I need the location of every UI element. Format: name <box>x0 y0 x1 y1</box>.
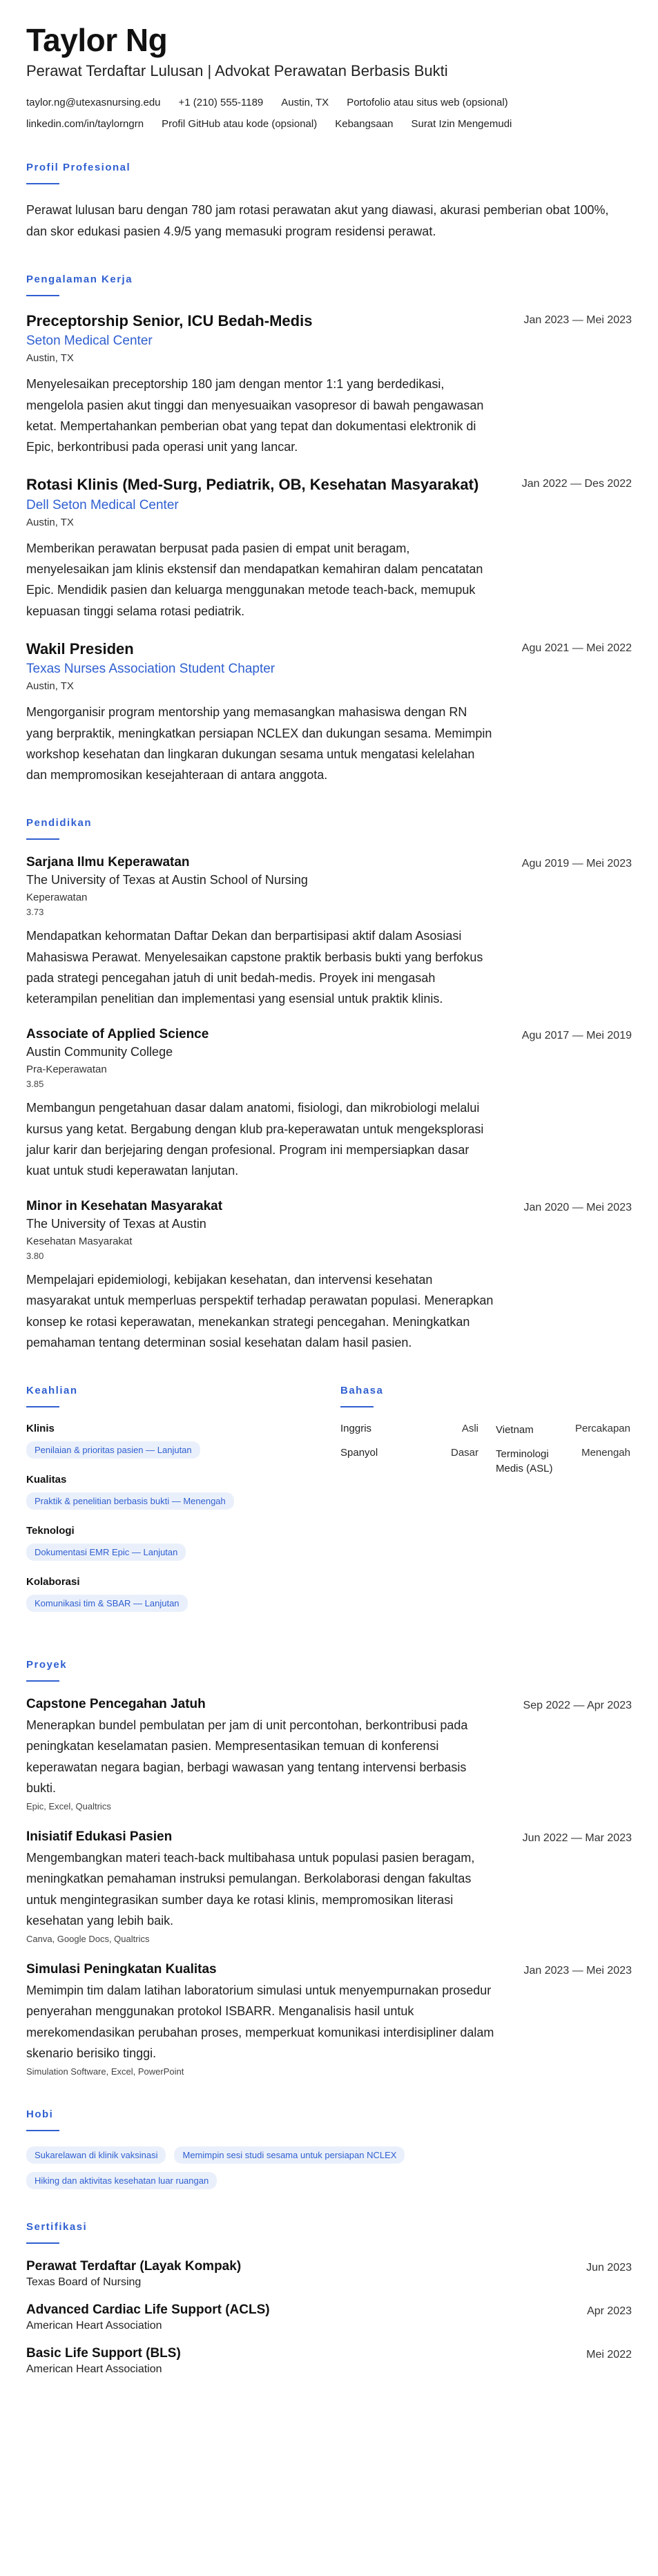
certification-entry <box>26 2259 632 2289</box>
section-divider <box>26 295 59 296</box>
job-description: Mengorganisir program mentorship yang memasangkan mahasiswa dengan RN yang berpraktik, meningkatkan persiapan NCLEX dan dukungan sesama. Memimpin workshop kesehatan dan lingkaran dukungan sesama untuk mengatasi kelelahan dan mempromosikan kesejahteraan di antara anggota. <box>26 705 492 782</box>
hobby-list <box>26 2146 551 2189</box>
skill-category: Kolaborasi <box>26 1576 80 1588</box>
languages-section <box>340 1385 630 1627</box>
candidate-name: Taylor Ng <box>26 22 168 58</box>
section-title: Profil Profesional <box>26 162 131 174</box>
candidate-headline: Perawat Terdaftar Lulusan | Advokat Perawatan Berbasis Bukti <box>26 62 448 80</box>
entry-dates: Jan 2023 — Mei 2023 <box>523 1965 632 1977</box>
contact-location: Austin, TX <box>281 97 329 109</box>
edu-degree: Minor in Kesehatan Masyarakat <box>26 1199 223 1214</box>
section-divider <box>26 2130 59 2131</box>
skill-group <box>26 1525 340 1561</box>
language-level: Percakapan <box>574 1423 630 1435</box>
section-divider <box>340 1406 374 1407</box>
profile-summary: Perawat lulusan baru dengan 780 jam rotasi perawatan akut yang diawasi, akurasi pemberian obat 100%, dan skor edukasi pasien 4.9/5 yang memasuki program residensi perawat. <box>26 203 609 238</box>
project-title: Simulasi Peningkatan Kualitas <box>26 1962 217 1977</box>
job-title: Rotasi Klinis (Med-Surg, Pediatrik, OB, Kesehatan Masyarakat) <box>26 476 479 494</box>
projects-section <box>26 1659 632 2077</box>
job-organization: Dell Seton Medical Center <box>26 497 179 512</box>
skill-chip: Penilaian & prioritas pasien — Lanjutan <box>26 1441 200 1459</box>
project-tech: Epic, Excel, Qualtrics <box>26 1801 111 1812</box>
entry-dates: Sep 2022 — Apr 2023 <box>523 1700 632 1712</box>
contact-list <box>26 97 620 130</box>
contact-driving-license: Surat Izin Mengemudi <box>411 118 512 131</box>
project-title: Capstone Pencegahan Jatuh <box>26 1697 206 1712</box>
skill-chip: Dokumentasi EMR Epic — Lanjutan <box>26 1544 186 1561</box>
edu-school: Austin Community College <box>26 1045 173 1059</box>
project-title: Inisiatif Edukasi Pasien <box>26 1829 173 1845</box>
project-tech: Canva, Google Docs, Qualtrics <box>26 1934 150 1945</box>
job-organization: Texas Nurses Association Student Chapter <box>26 662 275 677</box>
section-title: Pendidikan <box>26 817 93 829</box>
entry-dates: Jun 2022 — Mar 2023 <box>522 1832 632 1845</box>
certification-entry <box>26 2346 632 2376</box>
skills-section <box>26 1385 340 1627</box>
section-title: Pengalaman Kerja <box>26 273 133 285</box>
skill-category: Kualitas <box>26 1474 67 1486</box>
resume-header <box>26 23 632 130</box>
section-title: Proyek <box>26 1659 68 1671</box>
language-name: Inggris <box>340 1423 372 1435</box>
edu-gpa: 3.85 <box>26 1079 44 1090</box>
project-description: Memimpin tim dalam latihan laboratorium simulasi untuk menyempurnakan prosedur penyerahan menggunakan protokol ISBARR. Menganalisis hasil untuk merekomendasikan perubahan proses, memperkuat komunikasi interdisipliner dalam skenario berisiko tinggi. <box>26 1983 494 2060</box>
section-divider <box>26 1406 59 1407</box>
project-entry <box>26 1962 632 2077</box>
section-title: Hobi <box>26 2108 54 2120</box>
entry-dates: Agu 2019 — Mei 2023 <box>521 858 632 870</box>
entry-dates: Jan 2020 — Mei 2023 <box>523 1202 632 1214</box>
cert-name: Advanced Cardiac Life Support (ACLS) <box>26 2302 270 2317</box>
language-level: Dasar <box>451 1447 479 1459</box>
experience-entry <box>26 311 632 458</box>
edu-school: The University of Texas at Austin <box>26 1217 206 1231</box>
job-location: Austin, TX <box>26 680 74 693</box>
cert-date: Apr 2023 <box>587 2305 632 2317</box>
cert-name: Basic Life Support (BLS) <box>26 2345 181 2361</box>
cert-issuer: American Heart Association <box>26 2363 162 2375</box>
language-level: Asli <box>461 1423 478 1435</box>
section-divider <box>26 183 59 184</box>
cert-issuer: American Heart Association <box>26 2319 162 2332</box>
job-title: Preceptorship Senior, ICU Bedah-Medis <box>26 311 313 329</box>
edu-degree: Associate of Applied Science <box>26 1027 209 1042</box>
language-row <box>340 1423 630 1437</box>
job-organization: Seton Medical Center <box>26 334 153 349</box>
section-title: Sertifikasi <box>26 2220 88 2233</box>
contact-linkedin[interactable]: linkedin.com/in/taylorngrn <box>26 118 144 131</box>
hobby-chip: Sukarelawan di klinik vaksinasi <box>26 2146 166 2164</box>
project-description: Menerapkan bundel pembulatan per jam di unit percontohan, berkontribusi pada peningkatan keselamatan pasien. Mempresentasikan temuan di konferensi keperawatan negara bagian, berbagi wawasan yang tentang intervensi berbasis bukti. <box>26 1718 468 1795</box>
skill-category: Klinis <box>26 1423 55 1435</box>
job-title: Wakil Presiden <box>26 640 134 657</box>
language-name: Vietnam <box>496 1424 534 1436</box>
job-location: Austin, TX <box>26 352 74 365</box>
project-entry <box>26 1697 632 1811</box>
section-title: Bahasa <box>340 1385 384 1397</box>
edu-field: Keperawatan <box>26 892 88 904</box>
entry-dates: Jan 2022 — Des 2022 <box>521 478 632 490</box>
language-row <box>340 1447 630 1476</box>
experience-entry <box>26 475 632 622</box>
contact-github[interactable]: Profil GitHub atau kode (opsional) <box>162 118 318 131</box>
hobby-chip: Hiking dan aktivitas kesehatan luar ruangan <box>26 2172 217 2189</box>
project-entry <box>26 1829 632 1944</box>
entry-dates: Agu 2021 — Mei 2022 <box>521 642 632 654</box>
skill-group <box>26 1423 340 1459</box>
job-description: Memberikan perawatan berpusat pada pasien di empat unit beragam, menyelesaikan jam klinis ekstensif dan mendapatkan kemahiran dalam pencatatan Epic. Mendidik pasien dan keluarga menggunakan metode teach-back, memupuk kepuasan tinggi selama rotasi pediatrik. <box>26 541 483 618</box>
experience-entry <box>26 640 632 786</box>
entry-dates: Agu 2017 — Mei 2019 <box>521 1030 632 1042</box>
edu-description: Mempelajari epidemiologi, kebijakan kesehatan, dan intervensi kesehatan masyarakat untuk memperluas perspektif terhadap perawatan populasi. Menerapkan konsep ke rotasi keperawatan, menekankan strategi pencegahan. Meningkatkan pemahaman tentang determinan sosial kesehatan dalam hasil pasien. <box>26 1273 494 1349</box>
edu-field: Kesehatan Masyarakat <box>26 1236 133 1248</box>
edu-gpa: 3.80 <box>26 1251 44 1262</box>
cert-name: Perawat Terdaftar (Layak Kompak) <box>26 2258 242 2274</box>
section-divider <box>26 2242 59 2244</box>
skill-group <box>26 1474 340 1510</box>
cert-date: Jun 2023 <box>586 2261 632 2274</box>
edu-field: Pra-Keperawatan <box>26 1064 107 1076</box>
cert-issuer: Texas Board of Nursing <box>26 2276 142 2288</box>
contact-portfolio[interactable]: Portofolio atau situs web (opsional) <box>347 97 508 109</box>
section-divider <box>26 1680 59 1682</box>
skill-group <box>26 1576 340 1612</box>
education-entry <box>26 855 632 1009</box>
profile-section <box>26 162 632 241</box>
skill-category: Teknologi <box>26 1525 75 1537</box>
job-location: Austin, TX <box>26 516 74 528</box>
project-description: Mengembangkan materi teach-back multibahasa untuk populasi pasien beragam, meningkatkan pemahaman instruksi pemulangan. Berkolaborasi dengan fakultas untuk mengintegrasikan sumber daya ke rotasi klinis, mempromosikan literasi kesehatan yang lebih baik. <box>26 1851 475 1928</box>
certification-entry <box>26 2303 632 2332</box>
education-section <box>26 817 632 1353</box>
language-name: Spanyol <box>340 1447 378 1459</box>
project-tech: Simulation Software, Excel, PowerPoint <box>26 2066 184 2077</box>
language-name: Terminologi Medis (ASL) <box>496 1448 553 1475</box>
edu-description: Mendapatkan kehormatan Daftar Dekan dan berpartisipasi aktif dalam Asosiasi Mahasiswa Perawat. Menyelesaikan capstone praktik berbasis bukti yang berfokus pada strategi pencegahan jatuh di unit bedah-medis. Proyek ini mengasah keterampilan penelitian dan implementasi yang esensial untuk praktik klinis. <box>26 929 483 1006</box>
job-description: Menyelesaikan preceptorship 180 jam dengan mentor 1:1 yang berdedikasi, mengelola pasien akut tinggi dan menyesuaikan vasopresor di bawah pengawasan ketat. Mempertahankan pemberian obat yang tepat dan dokumentasi elektronik di Epic, berkontribusi pada operasi unit yang lancar. <box>26 377 484 454</box>
certifications-section <box>26 2221 632 2376</box>
contact-nationality: Kebangsaan <box>335 118 394 131</box>
experience-section <box>26 273 632 786</box>
contact-phone[interactable]: +1 (210) 555-1189 <box>178 97 264 109</box>
skill-chip: Komunikasi tim & SBAR — Lanjutan <box>26 1595 188 1612</box>
cert-date: Mei 2022 <box>586 2348 632 2361</box>
edu-school: The University of Texas at Austin School of Nursing <box>26 873 308 887</box>
section-title: Keahlian <box>26 1385 78 1397</box>
language-level: Menengah <box>581 1447 630 1459</box>
skills-languages-row <box>26 1385 632 1627</box>
education-entry <box>26 1199 632 1353</box>
education-entry <box>26 1027 632 1181</box>
section-divider <box>26 838 59 840</box>
edu-gpa: 3.73 <box>26 907 44 918</box>
contact-email[interactable]: taylor.ng@utexasnursing.edu <box>26 97 161 109</box>
skill-chip: Praktik & penelitian berbasis bukti — Menengah <box>26 1492 234 1510</box>
entry-dates: Jan 2023 — Mei 2023 <box>523 314 632 326</box>
edu-description: Membangun pengetahuan dasar dalam anatomi, fisiologi, dan mikrobiologi melalui kursus yang ketat. Bergabung dengan klub pra-keperawatan untuk mengeksplorasi jalur karir dan berjejaring dengan profesional. Program ini mempersiapkan dasar kuat untuk studi keperawatan lanjutan. <box>26 1101 484 1178</box>
hobbies-section <box>26 2108 632 2189</box>
edu-degree: Sarjana Ilmu Keperawatan <box>26 855 190 870</box>
hobby-chip: Memimpin sesi studi sesama untuk persiapan NCLEX <box>174 2146 405 2164</box>
